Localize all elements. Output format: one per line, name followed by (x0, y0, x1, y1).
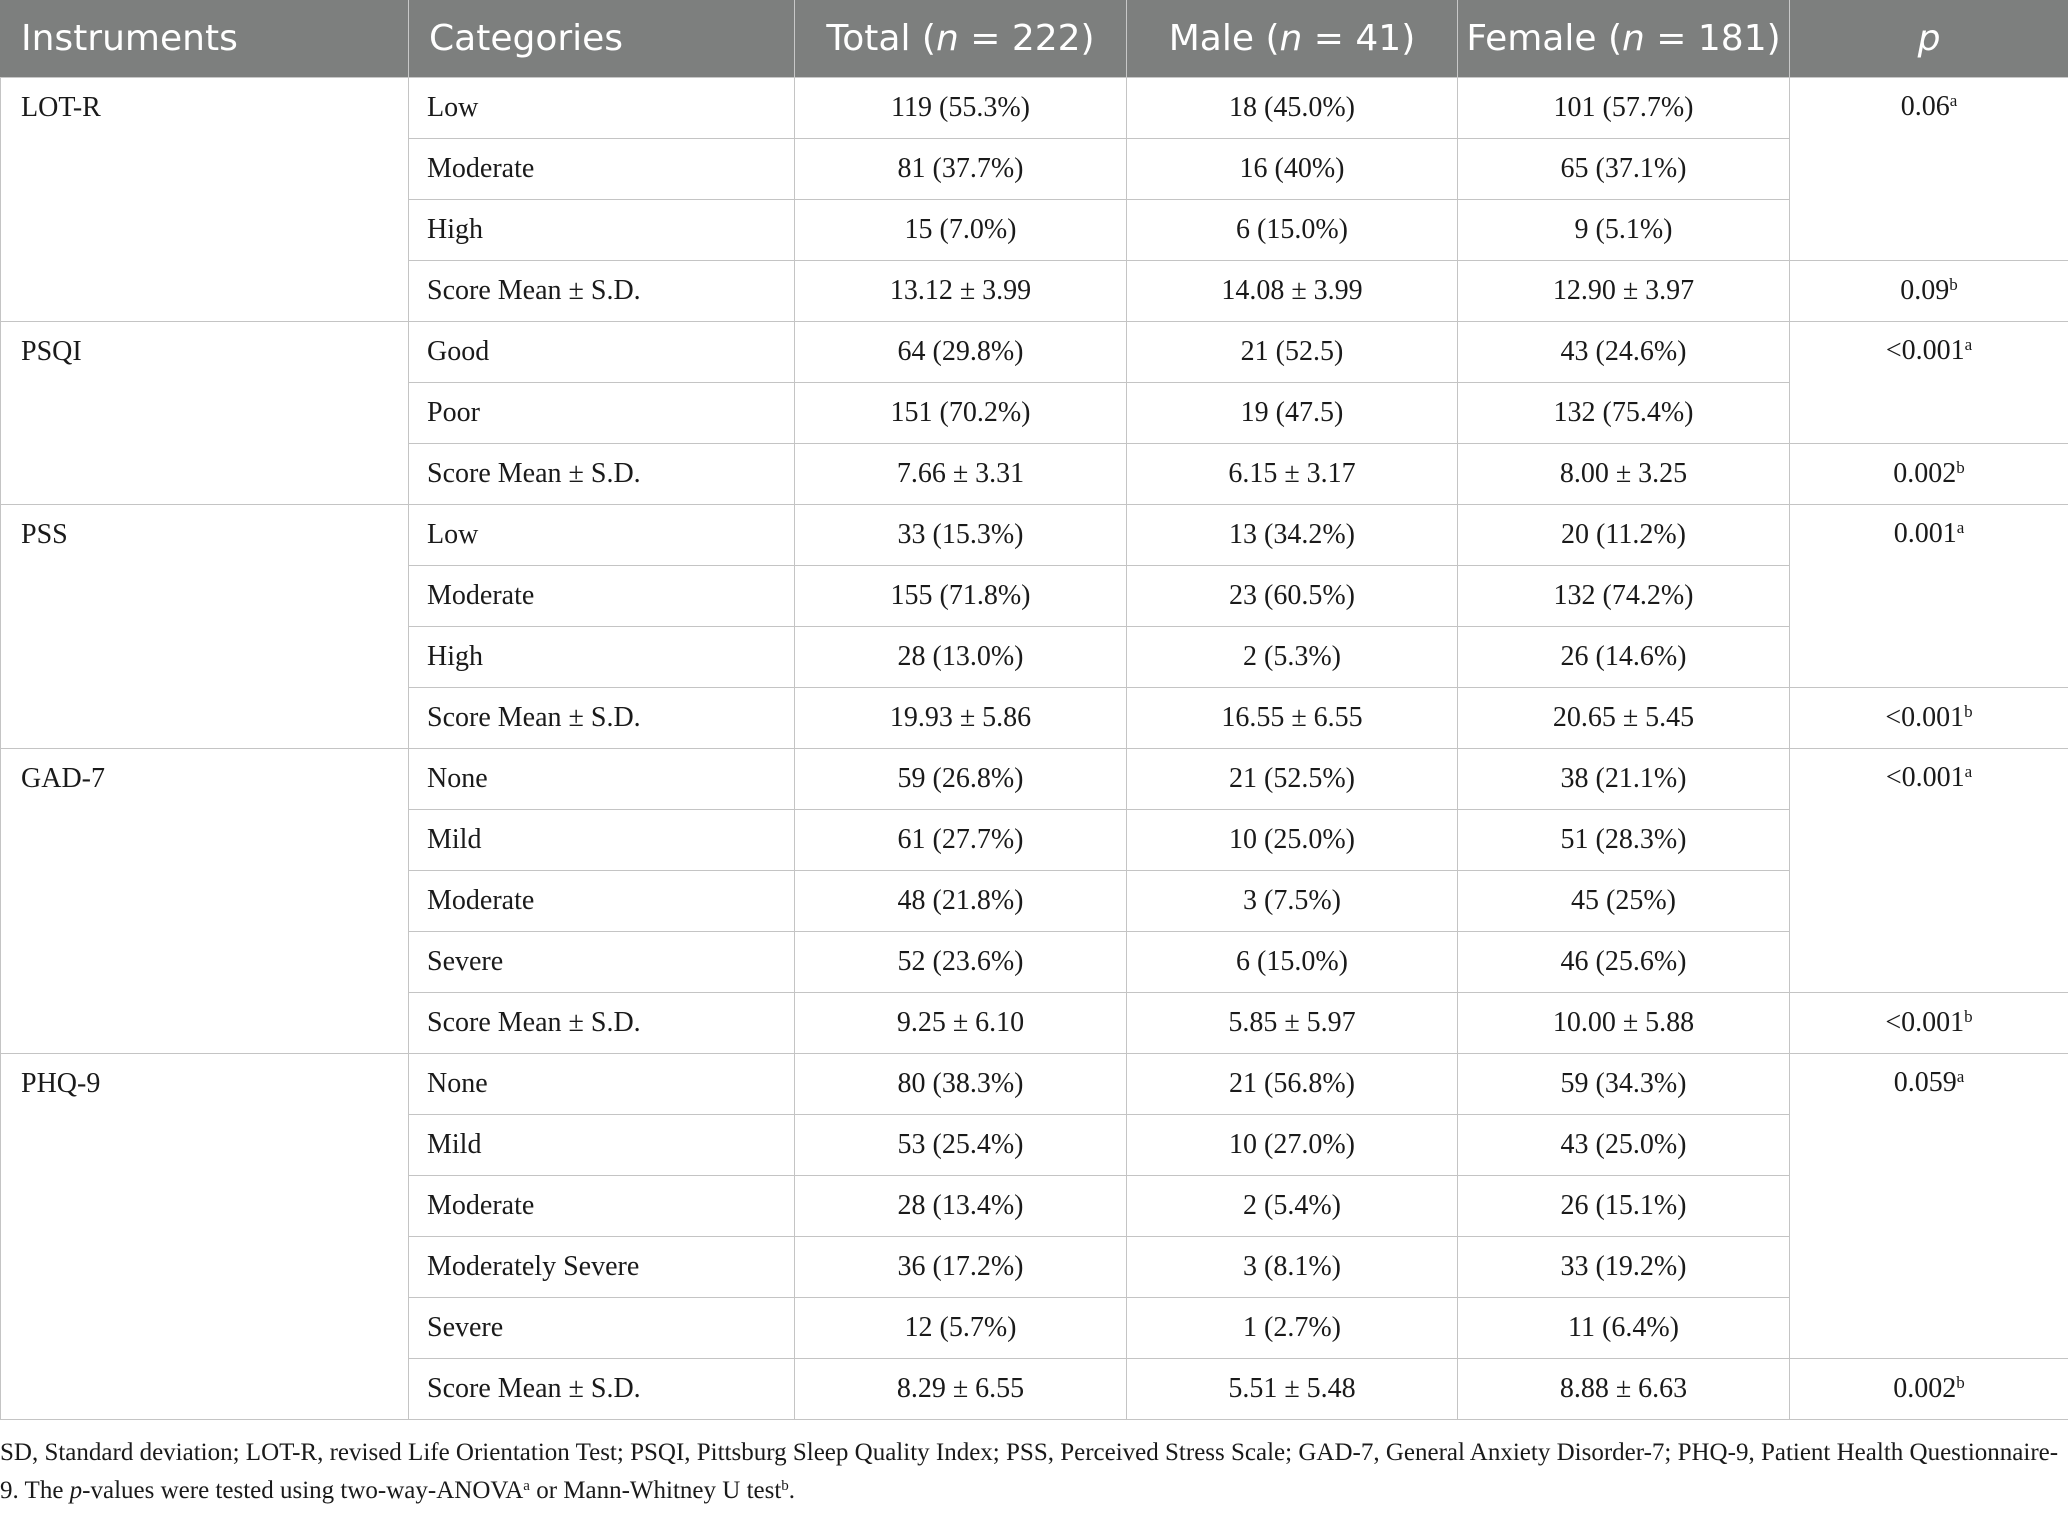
male-cell: 23 (60.5%) (1127, 566, 1458, 627)
category-cell: Score Mean ± S.D. (409, 993, 795, 1054)
category-cell: Moderate (409, 871, 795, 932)
instrument-cell: GAD-7 (1, 749, 409, 1054)
female-cell: 8.88 ± 6.63 (1458, 1359, 1790, 1420)
p-value-cell (1790, 1359, 2068, 1420)
category-cell: Score Mean ± S.D. (409, 688, 795, 749)
male-cell: 6.15 ± 3.17 (1127, 444, 1458, 505)
p-value-superscript: a (1964, 335, 1973, 354)
male-cell: 10 (25.0%) (1127, 810, 1458, 871)
table-row (1, 322, 2068, 383)
female-cell: 26 (14.6%) (1458, 627, 1790, 688)
female-cell: 132 (74.2%) (1458, 566, 1790, 627)
p-value-cell (1790, 444, 2068, 505)
p-value-superscript: b (1956, 458, 1965, 477)
p-value-cell (1790, 261, 2068, 322)
total-cell: 13.12 ± 3.99 (795, 261, 1127, 322)
male-cell: 18 (45.0%) (1127, 78, 1458, 139)
female-cell: 10.00 ± 5.88 (1458, 993, 1790, 1054)
instrument-cell: LOT-R (1, 78, 409, 322)
header-instruments: Instruments (1, 0, 409, 78)
total-cell: 80 (38.3%) (795, 1054, 1127, 1115)
p-value: 0.001 (1893, 518, 1957, 549)
female-cell: 12.90 ± 3.97 (1458, 261, 1790, 322)
female-cell: 45 (25%) (1458, 871, 1790, 932)
category-cell: None (409, 1054, 795, 1115)
total-cell: 59 (26.8%) (795, 749, 1127, 810)
category-cell: High (409, 200, 795, 261)
total-cell: 7.66 ± 3.31 (795, 444, 1127, 505)
male-cell: 21 (56.8%) (1127, 1054, 1458, 1115)
male-cell: 16 (40%) (1127, 139, 1458, 200)
category-cell: Moderately Severe (409, 1237, 795, 1298)
category-cell: Score Mean ± S.D. (409, 261, 795, 322)
category-cell: High (409, 627, 795, 688)
female-cell: 46 (25.6%) (1458, 932, 1790, 993)
p-value-superscript: b (1949, 275, 1958, 294)
category-cell: Severe (409, 1298, 795, 1359)
total-cell: 12 (5.7%) (795, 1298, 1127, 1359)
instrument-cell: PHQ-9 (1, 1054, 409, 1420)
total-cell: 61 (27.7%) (795, 810, 1127, 871)
total-cell: 81 (37.7%) (795, 139, 1127, 200)
table-body (1, 78, 2068, 1420)
male-cell: 10 (27.0%) (1127, 1115, 1458, 1176)
category-cell: Moderate (409, 566, 795, 627)
total-cell: 33 (15.3%) (795, 505, 1127, 566)
p-value-cell (1790, 322, 2068, 444)
male-cell: 3 (7.5%) (1127, 871, 1458, 932)
female-cell: 43 (25.0%) (1458, 1115, 1790, 1176)
male-cell: 2 (5.4%) (1127, 1176, 1458, 1237)
p-value: 0.059 (1893, 1067, 1957, 1098)
category-cell: Good (409, 322, 795, 383)
header-female: Female (n = 181) (1458, 0, 1790, 78)
category-cell: None (409, 749, 795, 810)
category-cell: Low (409, 78, 795, 139)
p-value: 0.002 (1893, 458, 1957, 489)
female-cell: 132 (75.4%) (1458, 383, 1790, 444)
total-cell: 52 (23.6%) (795, 932, 1127, 993)
category-cell: Score Mean ± S.D. (409, 1359, 795, 1420)
p-value-superscript: a (1949, 91, 1958, 110)
p-value-cell (1790, 78, 2068, 261)
p-value-cell (1790, 1054, 2068, 1359)
p-value-superscript: b (1964, 1007, 1973, 1026)
p-value: 0.09 (1900, 275, 1950, 306)
male-cell: 13 (34.2%) (1127, 505, 1458, 566)
total-cell: 9.25 ± 6.10 (795, 993, 1127, 1054)
header-p: p (1790, 0, 2068, 78)
total-cell: 19.93 ± 5.86 (795, 688, 1127, 749)
female-cell: 59 (34.3%) (1458, 1054, 1790, 1115)
total-cell: 151 (70.2%) (795, 383, 1127, 444)
female-cell: 51 (28.3%) (1458, 810, 1790, 871)
instrument-cell: PSQI (1, 322, 409, 505)
male-cell: 21 (52.5%) (1127, 749, 1458, 810)
p-value: 0.002 (1893, 1373, 1957, 1404)
female-cell: 43 (24.6%) (1458, 322, 1790, 383)
header-male: Male (n = 41) (1127, 0, 1458, 78)
header-categories: Categories (409, 0, 795, 78)
total-cell: 48 (21.8%) (795, 871, 1127, 932)
category-cell: Moderate (409, 1176, 795, 1237)
p-value-cell (1790, 505, 2068, 688)
female-cell: 26 (15.1%) (1458, 1176, 1790, 1237)
table-row (1, 505, 2068, 566)
p-value-superscript: a (1964, 762, 1973, 781)
category-cell: Severe (409, 932, 795, 993)
p-value-cell (1790, 993, 2068, 1054)
female-cell: 33 (19.2%) (1458, 1237, 1790, 1298)
female-cell: 11 (6.4%) (1458, 1298, 1790, 1359)
female-cell: 8.00 ± 3.25 (1458, 444, 1790, 505)
total-cell: 64 (29.8%) (795, 322, 1127, 383)
male-cell: 14.08 ± 3.99 (1127, 261, 1458, 322)
category-cell: Low (409, 505, 795, 566)
table-row (1, 78, 2068, 139)
male-cell: 21 (52.5) (1127, 322, 1458, 383)
male-cell: 2 (5.3%) (1127, 627, 1458, 688)
total-cell: 15 (7.0%) (795, 200, 1127, 261)
p-value: <0.001 (1885, 762, 1965, 793)
p-value-superscript: a (1956, 518, 1965, 537)
instrument-cell: PSS (1, 505, 409, 749)
total-cell: 8.29 ± 6.55 (795, 1359, 1127, 1420)
category-cell: Moderate (409, 139, 795, 200)
category-cell: Poor (409, 383, 795, 444)
category-cell: Mild (409, 810, 795, 871)
male-cell: 16.55 ± 6.55 (1127, 688, 1458, 749)
total-cell: 36 (17.2%) (795, 1237, 1127, 1298)
female-cell: 20 (11.2%) (1458, 505, 1790, 566)
p-value: <0.001 (1885, 702, 1965, 733)
total-cell: 155 (71.8%) (795, 566, 1127, 627)
category-cell: Mild (409, 1115, 795, 1176)
female-cell: 101 (57.7%) (1458, 78, 1790, 139)
p-value-superscript: a (1956, 1067, 1965, 1086)
p-value: <0.001 (1885, 335, 1965, 366)
p-value-cell (1790, 749, 2068, 993)
category-cell: Score Mean ± S.D. (409, 444, 795, 505)
male-cell: 1 (2.7%) (1127, 1298, 1458, 1359)
total-cell: 53 (25.4%) (795, 1115, 1127, 1176)
male-cell: 5.85 ± 5.97 (1127, 993, 1458, 1054)
table-row (1, 1054, 2068, 1115)
male-cell: 6 (15.0%) (1127, 932, 1458, 993)
total-cell: 28 (13.4%) (795, 1176, 1127, 1237)
male-cell: 19 (47.5) (1127, 383, 1458, 444)
header-total: Total (n = 222) (795, 0, 1127, 78)
header-row (1, 0, 2068, 78)
table-footnote: SD, Standard deviation; LOT-R, revised Life Orientation Test; PSQI, Pittsburg Sleep Quality Index; PSS, Perceived Stress Scale; GAD-7, General Anxiety Disorder-7; PHQ-9, Patient Health Questionnaire-9. The p-values were tested using two-way-ANOVA$^a$ or Mann-Whitney U test$^b$. (0, 1439, 2059, 1504)
p-value: 0.06 (1900, 91, 1950, 122)
female-cell: 9 (5.1%) (1458, 200, 1790, 261)
male-cell: 5.51 ± 5.48 (1127, 1359, 1458, 1420)
p-value-superscript: b (1964, 702, 1973, 721)
p-value-superscript: b (1956, 1373, 1965, 1392)
total-cell: 119 (55.3%) (795, 78, 1127, 139)
p-value-cell (1790, 688, 2068, 749)
p-value: <0.001 (1885, 1007, 1965, 1038)
female-cell: 20.65 ± 5.45 (1458, 688, 1790, 749)
male-cell: 3 (8.1%) (1127, 1237, 1458, 1298)
female-cell: 38 (21.1%) (1458, 749, 1790, 810)
male-cell: 6 (15.0%) (1127, 200, 1458, 261)
total-cell: 28 (13.0%) (795, 627, 1127, 688)
female-cell: 65 (37.1%) (1458, 139, 1790, 200)
table-row (1, 749, 2068, 810)
